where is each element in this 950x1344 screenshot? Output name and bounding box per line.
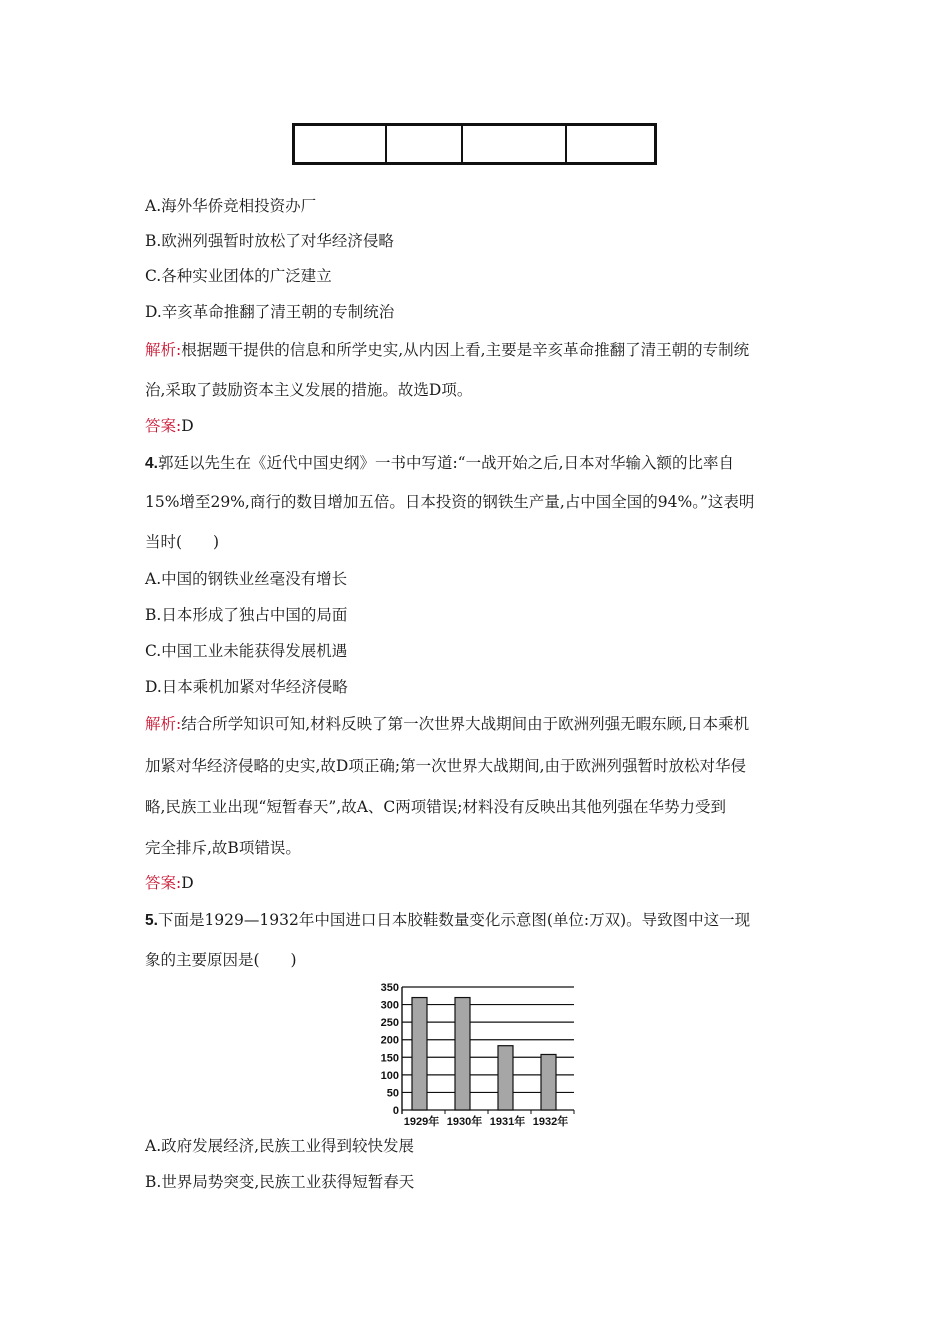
answer-line bbox=[145, 873, 194, 893]
analysis-label: 解析: bbox=[145, 715, 182, 733]
option-c: C.各种实业团体的广泛建立 bbox=[145, 267, 332, 285]
bar bbox=[412, 998, 427, 1110]
option-a: A.政府发展经济,民族工业得到较快发展 bbox=[145, 1137, 415, 1155]
x-tick-label: 1932年 bbox=[532, 1116, 569, 1128]
chart-svg bbox=[372, 980, 582, 1130]
table-cell bbox=[387, 126, 463, 162]
bar bbox=[455, 998, 470, 1110]
x-tick-label: 1929年 bbox=[403, 1116, 440, 1128]
option-a: A.中国的钢铁业丝毫没有增长 bbox=[145, 570, 348, 588]
stem-text: 郭廷以先生在《近代中国史纲》一书中写道:“一战开始之后,日本对华输入额的比率自 bbox=[157, 454, 735, 472]
stem-line: 15%增至29%,商行的数目增加五倍。日本投资的钢铁生产量,占中国全国的94%。”这表明 bbox=[145, 493, 755, 511]
bar bbox=[498, 1046, 513, 1110]
question-number: 4. bbox=[145, 455, 158, 472]
bar bbox=[541, 1054, 556, 1110]
analysis-label: 解析: bbox=[145, 341, 182, 359]
answer-label: 答案: bbox=[145, 874, 182, 892]
option-a: A.海外华侨竞相投资办厂 bbox=[145, 197, 317, 215]
option-c: C.中国工业未能获得发展机遇 bbox=[145, 642, 348, 660]
option-d: D.辛亥革命推翻了清王朝的专制统治 bbox=[145, 303, 395, 321]
table-cell bbox=[463, 126, 567, 162]
answer-line bbox=[145, 416, 194, 436]
question-4-stem bbox=[145, 453, 734, 474]
y-tick-label: 100 bbox=[380, 1069, 399, 1082]
x-tick-label: 1930年 bbox=[446, 1116, 483, 1128]
stem-text: 下面是1929—1932年中国进口日本胶鞋数量变化示意图(单位:万双)。导致图中这一现 bbox=[157, 911, 751, 929]
analysis-line bbox=[145, 714, 749, 734]
y-tick-label: 300 bbox=[380, 999, 399, 1012]
option-b: B.世界局势突变,民族工业获得短暂春天 bbox=[145, 1173, 415, 1191]
option-b: B.欧洲列强暂时放松了对华经济侵略 bbox=[145, 232, 394, 250]
stem-line: 象的主要原因是( ) bbox=[145, 951, 297, 969]
table-cell bbox=[567, 126, 654, 162]
table-cell bbox=[295, 126, 387, 162]
analysis-text: 根据题干提供的信息和所学史实,从内因上看,主要是辛亥革命推翻了清王朝的专制统 bbox=[181, 341, 750, 359]
analysis-line: 加紧对华经济侵略的史实,故D项正确;第一次世界大战期间,由于欧洲列强暂时放松对华侵 bbox=[145, 757, 747, 775]
table-fragment bbox=[292, 123, 657, 165]
x-tick-label: 1931年 bbox=[489, 1116, 526, 1128]
analysis-text: 结合所学知识可知,材料反映了第一次世界大战期间由于欧洲列强无暇东顾,日本乘机 bbox=[181, 715, 750, 733]
y-tick-label: 50 bbox=[386, 1087, 399, 1100]
answer-label: 答案: bbox=[145, 417, 182, 435]
question-5-stem bbox=[145, 910, 750, 931]
option-b: B.日本形成了独占中国的局面 bbox=[145, 606, 348, 624]
question-number: 5. bbox=[145, 912, 158, 929]
analysis-line: 完全排斥,故B项错误。 bbox=[145, 839, 301, 857]
y-tick-label: 250 bbox=[380, 1017, 399, 1030]
analysis-line: 略,民族工业出现“短暂春天”,故A、C两项错误;材料没有反映出其他列强在华势力受到 bbox=[145, 798, 726, 816]
bar-chart bbox=[372, 980, 582, 1130]
option-d: D.日本乘机加紧对华经济侵略 bbox=[145, 678, 348, 696]
stem-line: 当时( ) bbox=[145, 533, 220, 551]
analysis-line: 治,采取了鼓励资本主义发展的措施。故选D项。 bbox=[145, 381, 473, 399]
y-tick-label: 0 bbox=[392, 1105, 399, 1117]
answer-value: D bbox=[181, 874, 194, 892]
y-tick-label: 200 bbox=[380, 1034, 399, 1047]
y-tick-label: 350 bbox=[380, 982, 399, 994]
answer-value: D bbox=[181, 417, 194, 435]
analysis-line bbox=[145, 340, 749, 360]
y-tick-label: 150 bbox=[380, 1052, 399, 1065]
